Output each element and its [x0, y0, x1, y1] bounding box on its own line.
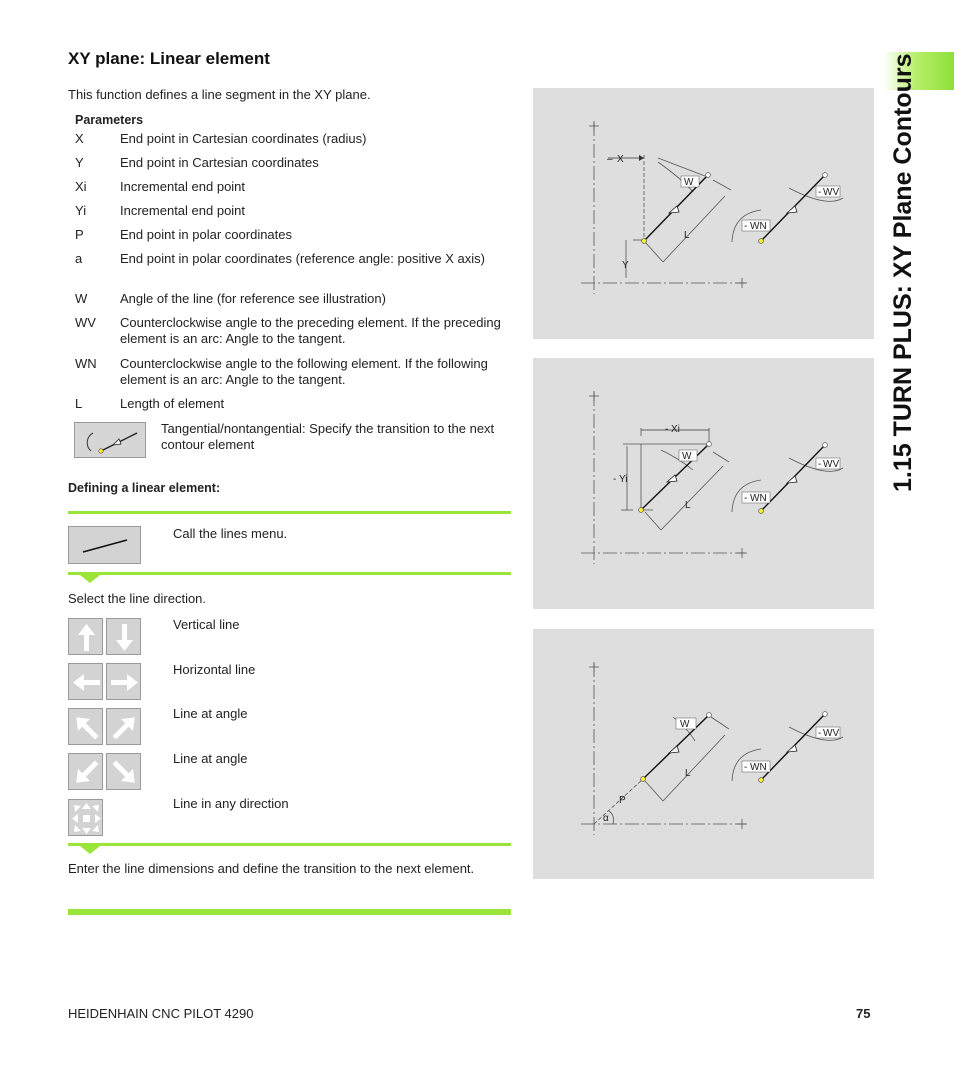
label-w: W: [680, 719, 690, 730]
param-desc: Incremental end point: [120, 203, 246, 218]
param-desc: End point in Cartesian coordinates: [120, 155, 319, 170]
arrows-all-directions-icon: [69, 800, 104, 837]
label-y: Y: [622, 260, 629, 271]
label-w: W: [682, 451, 692, 462]
label-line-at-angle-2: Line at angle: [173, 751, 248, 766]
param-key: Yi: [75, 203, 87, 218]
arrow-left-icon: [69, 664, 104, 701]
svg-text:-: -: [613, 474, 617, 485]
param-desc: Incremental end point: [120, 179, 246, 194]
param-key: W: [75, 291, 88, 306]
label-wv: WV: [823, 459, 840, 470]
step-call-menu: Call the lines menu.: [173, 526, 288, 541]
label-l: L: [685, 500, 691, 511]
line-up-button[interactable]: [68, 618, 103, 655]
label-wn: WN: [750, 221, 767, 232]
arrow-down-icon: [107, 619, 142, 656]
arrow-down-left-icon: [69, 754, 104, 791]
svg-text:–: –: [607, 154, 613, 165]
select-direction-text: Select the line direction.: [68, 591, 207, 606]
label-wv: WV: [823, 728, 840, 739]
page-title: XY plane: Linear element: [68, 49, 270, 68]
label-wn: WN: [750, 762, 767, 773]
tangential-softkey[interactable]: [74, 422, 146, 458]
label-l: L: [684, 230, 690, 241]
label-p: P: [619, 795, 626, 806]
figure-polar-coordinates: [533, 629, 874, 879]
chapter-title-vertical: [868, 52, 948, 512]
parameters-heading: Parameters: [75, 113, 144, 127]
label-l: L: [685, 768, 691, 779]
param-desc: End point in polar coordinates: [120, 227, 293, 242]
green-divider: [68, 843, 511, 846]
label-wn: WN: [750, 493, 767, 504]
line-left-button[interactable]: [68, 663, 103, 700]
svg-text:-: -: [744, 762, 748, 773]
label-wv: WV: [823, 187, 840, 198]
param-desc: Length of element: [120, 396, 225, 411]
arrow-right-icon: [107, 664, 142, 701]
label-alpha: α: [603, 813, 609, 824]
arrow-up-right-icon: [107, 709, 142, 746]
param-desc: End point in Cartesian coordinates (radius): [120, 131, 367, 146]
param-key: WV: [75, 315, 96, 330]
line-down-right-button[interactable]: [106, 753, 141, 790]
param-desc: End point in polar coordinates (reference angle: positive X axis): [120, 251, 485, 266]
figure-incremental-coordinates: [533, 358, 874, 609]
green-end-bar: [68, 909, 511, 915]
line-down-left-button[interactable]: [68, 753, 103, 790]
enter-dimensions-text: Enter the line dimensions and define the transition to the next element.: [68, 861, 475, 876]
param-desc: Counterclockwise angle to the following element. If the following element is an arc: Angle to the tangent.: [120, 356, 488, 387]
svg-text:-: -: [744, 493, 748, 504]
label-x: X: [617, 154, 624, 165]
param-key: X: [75, 131, 84, 146]
arrow-up-left-icon: [69, 709, 104, 746]
label-vertical-line: Vertical line: [173, 617, 240, 632]
arrow-down-right-icon: [107, 754, 142, 791]
label-yi: Yi: [619, 474, 628, 485]
line-diagram-incremental: [533, 358, 874, 609]
line-diagram-xy: [533, 88, 874, 339]
line-up-left-button[interactable]: [68, 708, 103, 745]
svg-text:-: -: [744, 221, 748, 232]
label-line-at-angle: Line at angle: [173, 706, 248, 721]
arrow-up-icon: [69, 619, 104, 656]
param-key: L: [75, 396, 83, 411]
step-arrow-icon: [80, 846, 100, 854]
label-line-any-direction: Line in any direction: [173, 796, 289, 811]
footer-manual-name: HEIDENHAIN CNC PILOT 4290: [68, 1006, 254, 1021]
page-number: 75: [856, 1006, 871, 1021]
param-key: WN: [75, 356, 97, 371]
line-diagram-polar: [533, 629, 874, 879]
param-desc: Angle of the line (for reference see illustration): [120, 291, 386, 306]
line-icon: [69, 527, 142, 565]
label-w: W: [684, 177, 694, 188]
step-arrow-icon: [80, 575, 100, 583]
line-down-button[interactable]: [106, 618, 141, 655]
green-divider: [68, 572, 511, 575]
param-key: Xi: [75, 179, 87, 194]
tangent-transition-icon: [75, 423, 147, 459]
label-xi: Xi: [671, 424, 680, 435]
svg-text:-: -: [665, 424, 669, 435]
line-any-direction-button[interactable]: [68, 799, 103, 836]
lines-menu-button[interactable]: [68, 526, 141, 564]
figure-absolute-coordinates: [533, 88, 874, 339]
line-right-button[interactable]: [106, 663, 141, 700]
param-key: P: [75, 227, 84, 242]
label-horizontal-line: Horizontal line: [173, 662, 256, 677]
svg-text:-: -: [818, 459, 822, 470]
param-key: a: [75, 251, 83, 266]
defining-heading: Defining a linear element:: [68, 481, 221, 495]
intro-text: This function defines a line segment in the XY plane.: [68, 87, 371, 102]
tangential-description: Tangential/nontangential: Specify the transition to the next contour element: [161, 421, 495, 452]
param-desc: Counterclockwise angle to the preceding element. If the preceding element is an arc: Angle to the tangent.: [120, 315, 501, 346]
green-divider: [68, 511, 511, 514]
svg-text:-: -: [818, 187, 822, 198]
chapter-title: 1.15 TURN PLUS: XY Plane Contours: [889, 53, 917, 492]
line-up-right-button[interactable]: [106, 708, 141, 745]
param-key: Y: [75, 155, 84, 170]
svg-text:-: -: [818, 728, 822, 739]
